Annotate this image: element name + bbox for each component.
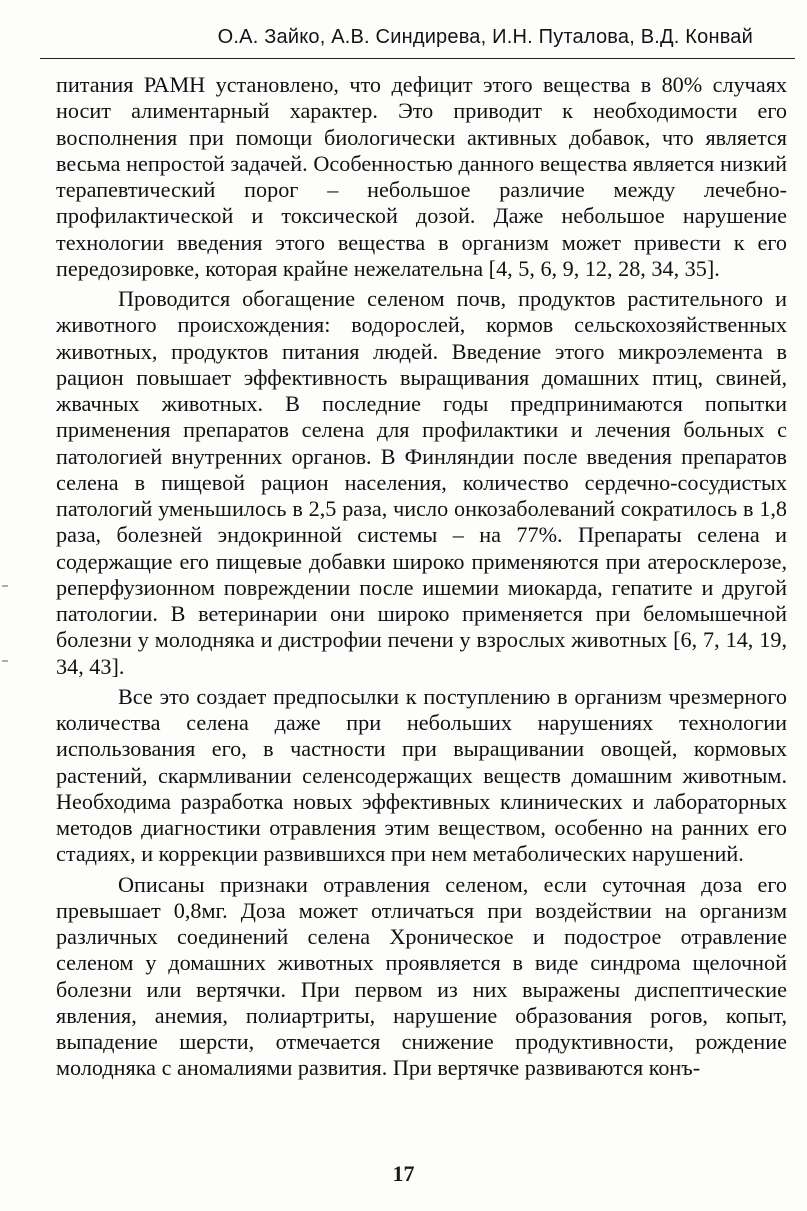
paragraph-2: Проводится обогащение селеном почв, продуктов растительного и животного происхождения: водорослей, кормов сельскохозяйственных животных, продуктов питания людей. Введение этого микроэлемента в рацион повышает эффективность выращивания домашних птиц, свиней, жвачных животных. В последние годы предпринимаются попытки применения препаратов селена для профилактики и лечения больных с патологией внутренних органов. В Финляндии после введения препаратов селена в пищевой рацион населения, количество сердечно-сосудистых патологий уменьшилось в 2,5 раза, число онкозаболеваний сократилось в 1,8 раза, болезней эндокринной системы – на 77%. Препараты селена и содержащие его пищевые добавки широко применяются при атеросклерозе, реперфузионном повреждении после ишемии миокарда, гепатите и другой патологии. В ветеринарии они широко применяется при беломышечной болезни у молодняка и дистрофии печени у взрослых животных [6, 7, 14, 19, 34, 43]. <box>56 286 787 679</box>
paragraph-3: Все это создает предпосылки к поступлению в организм чрезмерного количества селена даже при небольших нарушениях технологии использования его, в частности при выращивании овощей, кормовых растений, скармливании селенсодержащих веществ домашним животным. Необходима разработка новых эффективных клинических и лабораторных методов диагностики отравления этим веществом, особенно на ранних его стадиях, и коррекции развившихся при нем метаболических нарушений. <box>56 683 787 867</box>
body-text <box>56 72 787 1082</box>
header-authors: О.А. Зайко, А.В. Синдирева, И.Н. Путалова, В.Д. Конвай <box>217 26 753 48</box>
page-number: 17 <box>392 1161 415 1186</box>
paragraph-4: Описаны признаки отравления селеном, если суточная доза его превышает 0,8мг. Доза может отличаться при воздействии на организм различных соединений селена Хроническое и подострое отравление селеном у домашних животных проявляется в виде синдрома щелочной болезни или вертячки. При первом из них выражены диспептические явления, анемия, полиартриты, нарушение образования рогов, копыт, выпадение шерсти, отмечается снижение продуктивности, рождение молодняка с аномалиями развития. При вертячке развиваются конъ- <box>56 871 787 1081</box>
scan-artifact-mark <box>2 585 8 587</box>
scan-artifact-mark <box>2 660 8 662</box>
running-header <box>40 24 795 59</box>
paragraph-1: питания РАМН установлено, что дефицит этого вещества в 80% случаях носит алиментарный характер. Это приводит к необходимости его восполнения при помощи биологически активных добавок, что является весьма непростой задачей. Особенностью данного вещества является низкий терапевтический порог – небольшое различие между лечебно-профилактической и токсической дозой. Даже небольшое нарушение технологии введения этого вещества в организм может привести к его передозировке, которая крайне нежелательна [4, 5, 6, 9, 12, 28, 34, 35]. <box>56 72 787 281</box>
